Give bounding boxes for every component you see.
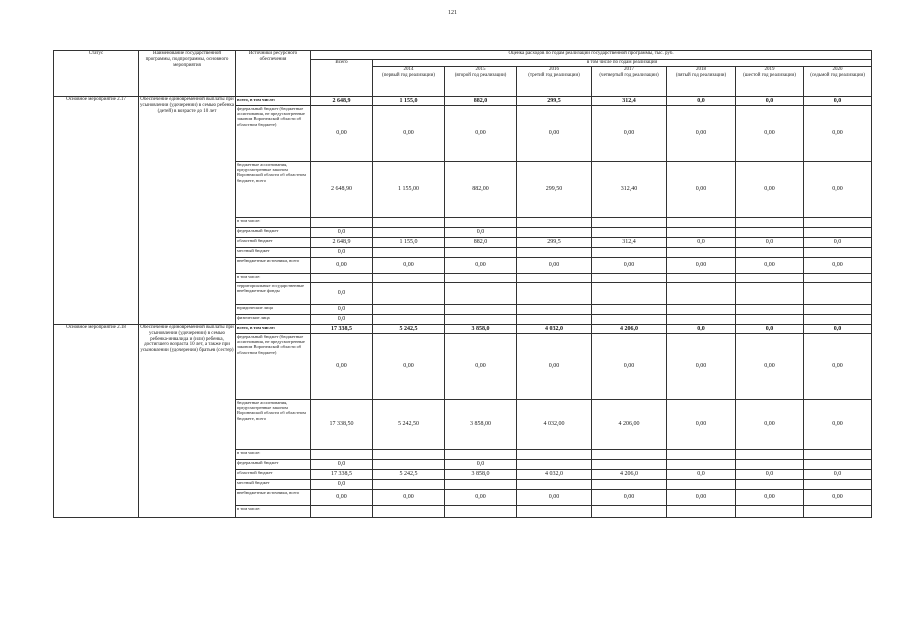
value-cell: 17 338,5 — [311, 325, 373, 334]
value-cell: 0,00 — [517, 490, 592, 506]
value-cell — [445, 450, 517, 460]
value-cell — [517, 274, 592, 283]
value-cell — [592, 480, 667, 490]
value-cell: 0,00 — [667, 400, 736, 450]
header-year-number: 2019 — [764, 67, 775, 72]
value-cell: 0,0 — [804, 238, 872, 248]
value-cell: 0,00 — [804, 106, 872, 162]
value-cell: 0,0 — [311, 228, 373, 238]
value-cell: 0,0 — [667, 238, 736, 248]
value-cell — [592, 283, 667, 305]
source-cell: в том числе: — [236, 506, 311, 518]
value-cell: 0,0 — [445, 460, 517, 470]
header-year-2019 — [736, 67, 804, 97]
value-cell: 0,00 — [736, 162, 804, 218]
source-cell: областной бюджет — [236, 470, 311, 480]
value-cell — [373, 506, 445, 518]
value-cell — [736, 315, 804, 325]
header-year-label: (четвертый год реализации) — [599, 72, 659, 78]
value-cell — [804, 218, 872, 228]
value-cell: 0,0 — [311, 305, 373, 315]
value-cell — [667, 506, 736, 518]
value-cell — [373, 274, 445, 283]
value-cell — [445, 283, 517, 305]
value-cell: 1 155,0 — [373, 97, 445, 106]
page-number: 121 — [448, 10, 457, 16]
value-cell: 882,00 — [445, 162, 517, 218]
header-year-number: 2015 — [475, 67, 486, 72]
value-cell — [445, 218, 517, 228]
value-cell: 3 858,0 — [445, 470, 517, 480]
value-cell — [592, 450, 667, 460]
value-cell: 0,0 — [311, 480, 373, 490]
value-cell: 299,50 — [517, 162, 592, 218]
value-cell: 2 648,9 — [311, 97, 373, 106]
value-cell: 3 858,0 — [445, 325, 517, 334]
value-cell: 5 242,5 — [373, 470, 445, 480]
value-cell: 4 206,0 — [592, 325, 667, 334]
source-cell: всего, в том числе: — [236, 97, 311, 106]
value-cell: 0,0 — [311, 283, 373, 305]
value-cell: 0,00 — [517, 106, 592, 162]
event-name-cell: Обеспечение единовременной выплаты при усыновлении (удочерении) в семью ребенка (детей) в возрасте до 10 лет — [139, 97, 236, 325]
value-cell — [445, 305, 517, 315]
value-cell — [804, 228, 872, 238]
value-cell: 0,0 — [667, 325, 736, 334]
value-cell — [311, 506, 373, 518]
value-cell: 0,0 — [311, 315, 373, 325]
value-cell: 0,00 — [667, 258, 736, 274]
value-cell — [592, 506, 667, 518]
source-cell: территориальные государственные внебюджетные фонды — [236, 283, 311, 305]
value-cell: 299,5 — [517, 238, 592, 248]
value-cell: 0,0 — [667, 97, 736, 106]
value-cell — [804, 315, 872, 325]
value-cell — [736, 305, 804, 315]
value-cell — [667, 305, 736, 315]
value-cell: 0,00 — [667, 106, 736, 162]
source-cell: в том числе: — [236, 218, 311, 228]
value-cell — [804, 450, 872, 460]
source-cell: федеральный бюджет (бюджетные ассигнования, не предусмотренные законом Воронежской области об областном бюджете) — [236, 106, 311, 162]
header-year-2016 — [517, 67, 592, 97]
value-cell: 0,00 — [804, 334, 872, 400]
value-cell: 4 032,00 — [517, 400, 592, 450]
header-year-number: 2016 — [549, 67, 559, 72]
value-cell — [373, 480, 445, 490]
value-cell — [311, 274, 373, 283]
value-cell — [517, 480, 592, 490]
value-cell — [736, 218, 804, 228]
value-cell: 0,00 — [592, 258, 667, 274]
budget-table — [53, 50, 872, 518]
value-cell — [373, 315, 445, 325]
value-cell — [592, 274, 667, 283]
value-cell: 4 032,0 — [517, 470, 592, 480]
value-cell: 2 648,90 — [311, 162, 373, 218]
header-name: Наименование государственной программы, подпрограммы, основного мероприятия — [139, 51, 236, 97]
value-cell — [736, 506, 804, 518]
value-cell: 0,00 — [311, 490, 373, 506]
value-cell: 0,00 — [736, 258, 804, 274]
value-cell: 0,00 — [667, 334, 736, 400]
header-year-label: (седьмой год реализации) — [810, 72, 865, 78]
value-cell — [373, 228, 445, 238]
header-year-number: 2020 — [832, 67, 843, 72]
value-cell — [517, 506, 592, 518]
value-cell — [804, 506, 872, 518]
value-cell — [311, 218, 373, 228]
status-cell: Основное мероприятие 2.18 — [54, 325, 139, 518]
header-year-number: 2017 — [624, 67, 634, 72]
header-year-number: 2014 — [403, 67, 414, 72]
value-cell — [517, 315, 592, 325]
value-cell: 0,00 — [445, 490, 517, 506]
value-cell: 0,0 — [736, 470, 804, 480]
value-cell: 0,00 — [592, 106, 667, 162]
value-cell: 4 032,0 — [517, 325, 592, 334]
header-estimate: Оценка расходов по годам реализации государственной программы, тыс. руб. — [311, 51, 872, 60]
value-cell: 0,00 — [804, 258, 872, 274]
value-cell: 299,5 — [517, 97, 592, 106]
header-including: в том числе по годам реализации — [373, 60, 872, 67]
value-cell — [667, 274, 736, 283]
header-year-label: (третий год реализации) — [528, 72, 580, 78]
value-cell — [667, 228, 736, 238]
header-year-number: 2018 — [696, 67, 706, 72]
value-cell — [736, 228, 804, 238]
table-row — [54, 325, 872, 334]
value-cell — [667, 450, 736, 460]
value-cell: 0,00 — [736, 400, 804, 450]
value-cell — [517, 283, 592, 305]
value-cell — [667, 283, 736, 305]
value-cell — [592, 305, 667, 315]
value-cell — [445, 274, 517, 283]
value-cell: 0,0 — [445, 228, 517, 238]
value-cell: 5 242,50 — [373, 400, 445, 450]
value-cell: 0,00 — [804, 162, 872, 218]
value-cell: 2 648,9 — [311, 238, 373, 248]
source-cell: внебюджетные источники, всего — [236, 258, 311, 274]
table-row — [54, 97, 872, 106]
source-cell: местный бюджет — [236, 480, 311, 490]
value-cell: 0,0 — [311, 460, 373, 470]
source-cell: федеральный бюджет — [236, 460, 311, 470]
header-year-2015 — [445, 67, 517, 97]
value-cell — [517, 460, 592, 470]
source-cell: федеральный бюджет — [236, 228, 311, 238]
header-total: Всего — [311, 60, 373, 97]
value-cell: 0,0 — [667, 470, 736, 480]
value-cell: 0,0 — [736, 238, 804, 248]
header-year-label: (шестой год реализации) — [743, 72, 796, 78]
value-cell — [517, 450, 592, 460]
value-cell: 0,00 — [736, 106, 804, 162]
value-cell — [667, 480, 736, 490]
value-cell: 312,4 — [592, 97, 667, 106]
value-cell: 0,00 — [373, 490, 445, 506]
value-cell — [667, 218, 736, 228]
value-cell: 882,0 — [445, 97, 517, 106]
source-cell: бюджетные ассигнования, предусмотренные законом Воронежской области об областном бюджете, всего — [236, 400, 311, 450]
value-cell: 0,00 — [592, 490, 667, 506]
value-cell — [736, 274, 804, 283]
value-cell — [592, 248, 667, 258]
value-cell — [311, 450, 373, 460]
value-cell: 0,00 — [445, 258, 517, 274]
value-cell: 0,00 — [373, 334, 445, 400]
value-cell — [592, 228, 667, 238]
value-cell: 0,00 — [311, 106, 373, 162]
value-cell — [592, 218, 667, 228]
source-cell: в том числе: — [236, 450, 311, 460]
value-cell — [736, 450, 804, 460]
value-cell: 3 858,00 — [445, 400, 517, 450]
value-cell: 0,00 — [445, 106, 517, 162]
value-cell: 0,0 — [804, 470, 872, 480]
source-cell: бюджетные ассигнования, предусмотренные законом Воронежской области об областном бюджете, всего — [236, 162, 311, 218]
header-year-2018 — [667, 67, 736, 97]
value-cell: 4 206,0 — [592, 470, 667, 480]
header-year-2020 — [804, 67, 872, 97]
value-cell — [736, 480, 804, 490]
value-cell: 0,00 — [311, 258, 373, 274]
value-cell: 0,00 — [736, 334, 804, 400]
value-cell: 17 338,50 — [311, 400, 373, 450]
value-cell — [804, 305, 872, 315]
source-cell: физические лица — [236, 315, 311, 325]
value-cell: 1 155,00 — [373, 162, 445, 218]
value-cell: 0,00 — [311, 334, 373, 400]
value-cell: 0,00 — [804, 400, 872, 450]
source-cell: областной бюджет — [236, 238, 311, 248]
value-cell — [804, 480, 872, 490]
value-cell — [736, 283, 804, 305]
value-cell — [445, 506, 517, 518]
value-cell — [517, 248, 592, 258]
value-cell — [517, 228, 592, 238]
value-cell — [804, 274, 872, 283]
value-cell — [373, 305, 445, 315]
value-cell: 0,00 — [373, 106, 445, 162]
header-year-label: (второй год реализации) — [454, 72, 507, 78]
header-year-2017 — [592, 67, 667, 97]
value-cell — [736, 460, 804, 470]
value-cell: 17 338,5 — [311, 470, 373, 480]
value-cell: 0,0 — [736, 325, 804, 334]
value-cell — [592, 460, 667, 470]
value-cell — [373, 450, 445, 460]
value-cell: 0,00 — [592, 334, 667, 400]
value-cell: 312,4 — [592, 238, 667, 248]
value-cell — [445, 248, 517, 258]
value-cell — [445, 480, 517, 490]
value-cell — [592, 315, 667, 325]
event-name-cell: Обеспечение единовременной выплаты при усыновлении (удочерении) в семью ребенка-инвалида и (или) ребенка, достигшего возраста 10 лет, а также при усыновлении (удочерении) братьев (сестер) — [139, 325, 236, 518]
value-cell — [373, 248, 445, 258]
value-cell: 0,0 — [311, 248, 373, 258]
value-cell — [804, 283, 872, 305]
value-cell — [667, 315, 736, 325]
value-cell: 0,0 — [736, 97, 804, 106]
source-cell: всего, в том числе: — [236, 325, 311, 334]
value-cell: 0,0 — [804, 97, 872, 106]
value-cell — [667, 248, 736, 258]
source-cell: юридические лица — [236, 305, 311, 315]
value-cell: 882,0 — [445, 238, 517, 248]
value-cell: 0,00 — [667, 162, 736, 218]
source-cell: внебюджетные источники, всего — [236, 490, 311, 506]
header-sources: Источники ресурсного обеспечения — [236, 51, 311, 97]
value-cell — [517, 218, 592, 228]
header-year-2014 — [373, 67, 445, 97]
value-cell — [667, 460, 736, 470]
value-cell: 0,00 — [736, 490, 804, 506]
value-cell: 0,00 — [667, 490, 736, 506]
value-cell: 1 155,0 — [373, 238, 445, 248]
value-cell — [804, 460, 872, 470]
value-cell: 0,00 — [445, 334, 517, 400]
value-cell: 0,00 — [517, 334, 592, 400]
value-cell: 0,00 — [373, 258, 445, 274]
value-cell: 4 206,00 — [592, 400, 667, 450]
value-cell: 0,0 — [804, 325, 872, 334]
source-cell: федеральный бюджет (бюджетные ассигнования, не предусмотренные законом Воронежской области об областном бюджете) — [236, 334, 311, 400]
value-cell — [445, 315, 517, 325]
value-cell — [517, 305, 592, 315]
value-cell: 0,00 — [804, 490, 872, 506]
value-cell — [804, 248, 872, 258]
header-status: Статус — [54, 51, 139, 97]
source-cell: в том числе: — [236, 274, 311, 283]
status-cell: Основное мероприятие 2.17 — [54, 97, 139, 325]
value-cell — [373, 218, 445, 228]
value-cell: 0,00 — [517, 258, 592, 274]
value-cell — [373, 283, 445, 305]
value-cell — [373, 460, 445, 470]
value-cell: 5 242,5 — [373, 325, 445, 334]
source-cell: местный бюджет — [236, 248, 311, 258]
value-cell — [736, 248, 804, 258]
value-cell: 312,40 — [592, 162, 667, 218]
header-year-label: (пятый год реализации) — [675, 72, 727, 78]
header-year-label: (первый год реализации) — [382, 72, 435, 78]
